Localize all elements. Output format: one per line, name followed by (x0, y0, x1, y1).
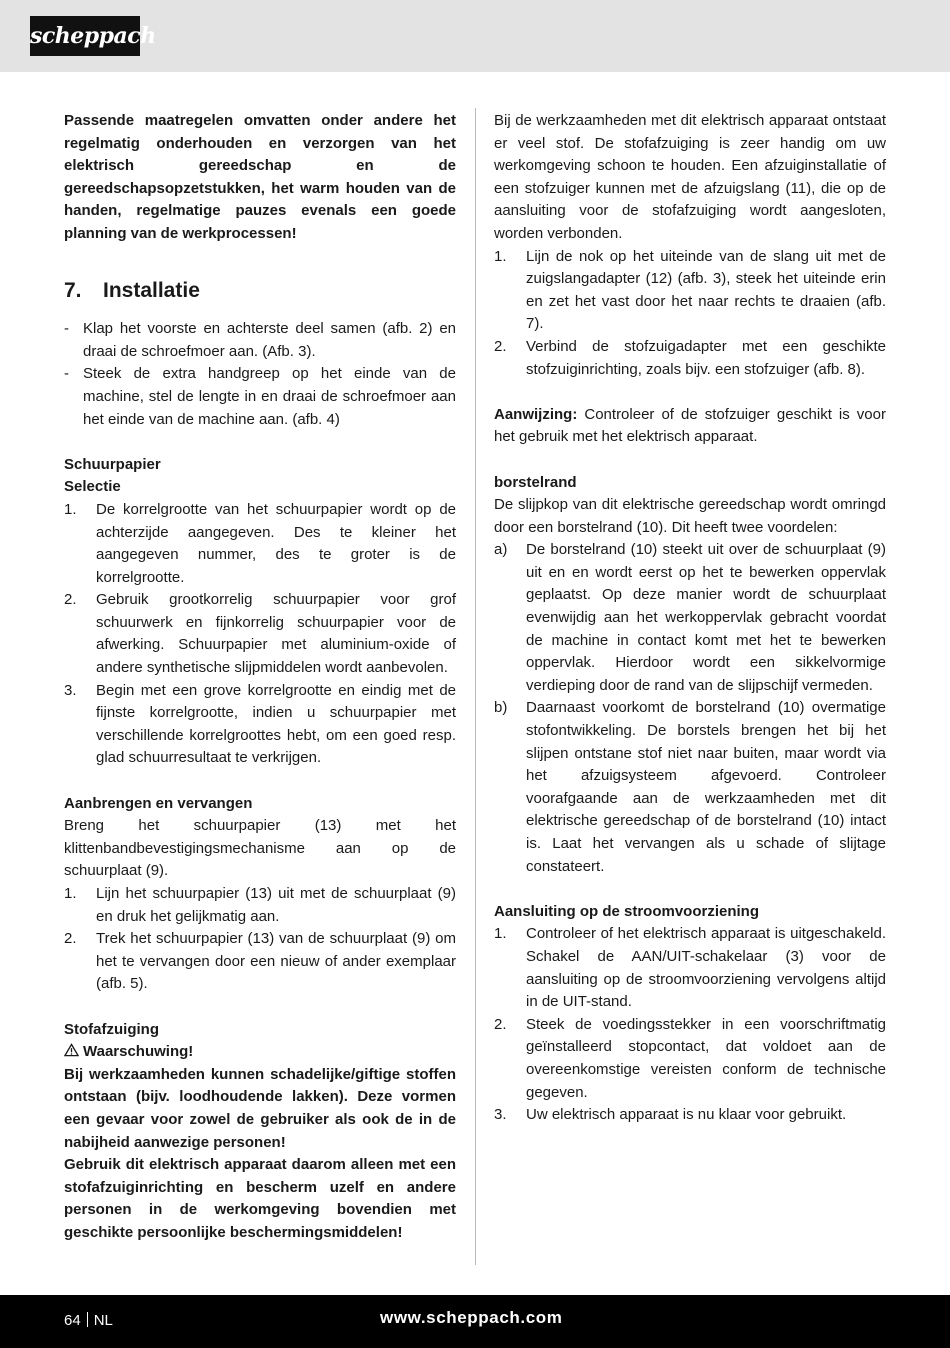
aanbrengen-intro: Breng het schuurpapier (13) met het klittenbandbevestigingsmechanisme aan op de schuurplaat (9). (64, 817, 456, 880)
page-number: 64 NL (64, 1312, 113, 1329)
warning-heading (64, 1041, 456, 1064)
list-item: 3. Uw elektrisch apparaat is nu klaar voor gebruikt. (494, 1106, 847, 1124)
list-item-text: Steek de extra handgreep op het einde van de machine, stel de lengte in en draai de schroefmoer aan het einde van de machine aan. (afb. 4) (83, 365, 456, 428)
list-item: 2. Verbind de stofzuigadapter met een geschikte stofzuiginrichting, zoals bijv. een stofzuiger (afb. 8). (494, 337, 886, 378)
list-item: 1. Lijn de nok op het uiteinde van de slang uit met de zuigslangadapter (12) (afb. 3), steek het uiteinde erin en zet het vast door het naar rechts te draaien (afb. 7). (494, 247, 886, 333)
list-item: 2. Gebruik grootkorrelig schuurpapier voor grof schuurwerk en fijnkorrelig schuurpapier voor de afwerking. Schuurpapier met aluminium-oxide of andere synthetische slijpmiddelen wordt aanbevolen. (64, 591, 456, 677)
subheading-schuurpapier: Schuurpapier (64, 455, 161, 473)
page-footer (0, 1295, 950, 1348)
borstel-intro: De slijpkop van dit elektrische gereedschap wordt omringd door een borstelrand (10). Dit heeft twee voordelen: (494, 496, 886, 536)
column-divider (475, 108, 476, 1265)
subheading-stofafzuiging: Stofafzuiging (64, 1020, 159, 1038)
list-item: 2. Trek het schuurpapier (13) van de schuurplaat (9) om het te vervangen door een nieuw of ander exemplaar (afb. 5). (64, 930, 456, 993)
website-url[interactable]: www.scheppach.com (380, 1308, 563, 1327)
section-number: 7. (64, 279, 82, 303)
list-item-text: Klap het voorste en achterste deel samen (afb. 2) en draai de schroefmoer aan. (Afb. 3). (83, 320, 456, 360)
note-text: Controleer of de stofzuiger geschikt is voor het gebruik met het elektrisch apparaat. (494, 405, 886, 446)
list-item: - Steek de extra handgreep op het einde van de machine, stel de lengte in en draai de schroefmoer aan het einde van de machine aan. (afb. 4) (64, 363, 456, 431)
subheading-borstelrand: borstelrand (494, 473, 577, 491)
left-column (64, 110, 456, 1245)
list-item: 1. De korrelgrootte van het schuurpapier wordt op de achterzijde aangegeven. Des te kleiner het aangegeven nummer, des te groter is de korrelgrootte. (64, 500, 456, 586)
list-item: 2. Steek de voedingsstekker in een voorschriftmatig geïnstalleerd stopcontact, dat voldoet aan de overeenkomstige vereisten conform de technische gegeven. (494, 1015, 886, 1101)
warning-text: Gebruik dit elektrisch apparaat daarom alleen met een stofafzuiginrichting en bescherm uzelf en andere personen in de werkomgeving bovendien met geschikte persoonlijke beschermingsmiddelen! (64, 1156, 456, 1241)
warning-label: Waarschuwing! (83, 1043, 194, 1061)
list-item: b) Daarnaast voorkomt de borstelrand (10) overmatige stofontwikkeling. De borstels brengen het bij het slijpen ontstane stof niet naar buiten, maar wordt via het afzuigsysteem afgevoerd. Controleer voorafgaande aan de werkzaamheden met dit elektrische gereedschap of de borstelrand (10) intact is. Laat het vervangen als u schade of slijtage constateert. (494, 699, 886, 875)
stof-intro: Bij de werkzaamheden met dit elektrisch apparaat ontstaat er veel stof. De stofafzuiging is zeer handig om uw werkomgeving schoon te houden. Een afzuiginstallatie of een stofzuiger kunnen met de afzuigslang (11), die op de aansluiting voor de stofafzuiging wordt aangesloten, worden verbonden. (494, 112, 886, 242)
list-item: 3. Begin met een grove korrelgrootte en eindig met de fijnste korrelgrootte, indien u schuurpapier met verschillende korrelgroottes hebt, om een goed resp. glad schuurresultaat te verkrijgen. (64, 681, 456, 767)
language-code: NL (93, 1312, 113, 1329)
note-paragraph (494, 404, 886, 449)
subheading-aansluiting: Aansluiting op de stroomvoorziening (494, 902, 760, 920)
warning-triangle-icon (64, 1043, 79, 1057)
page-header (0, 0, 950, 72)
section-heading (64, 276, 456, 306)
right-column (494, 110, 886, 1127)
subheading-aanbrengen: Aanbrengen en vervangen (64, 794, 253, 812)
list-item: 1. Controleer of het elektrisch apparaat is uitgeschakeld. Schakel de AAN/UIT-schakelaar (3) voor de aansluiting op de stroomvoorziening vervolgens altijd in de UIT-stand. (494, 925, 886, 1011)
brand-logo: scheppach (30, 16, 140, 56)
note-label: Aanwijzing: (494, 405, 578, 423)
intro-paragraph: Passende maatregelen omvatten onder andere het regelmatig onderhouden en verzorgen van het elektrisch gereedschap en de gereedschapsopzetstukken, het warm houden van de handen, regelmatige pauzes evenals een goede planning van de werkprocessen! (64, 112, 456, 242)
list-item: a) De borstelrand (10) steekt uit over de schuurplaat (9) uit en en wordt eerst op het te bewerken oppervlak geplaatst. Op deze manier wordt de schuurplaat evenwijdig aan het werkoppervlak gebracht voordat de machine in contact komt met het te bewerken oppervlak. Hierdoor wordt een sikkelvormige verdieping door de rand van de slijpschijf vermeden. (494, 541, 886, 694)
subheading-selectie: Selectie (64, 478, 121, 496)
list-item: 1. Lijn het schuurpapier (13) uit met de schuurplaat (9) en druk het gelijkmatig aan. (64, 885, 456, 925)
warning-text: Bij werkzaamheden kunnen schadelijke/giftige stoffen ontstaan (bijv. loodhoudende lakken). Deze vormen een gevaar voor zowel de gebruiker als ook de in de nabijheid aanwezige personen! (64, 1065, 456, 1151)
list-item: - Klap het voorste en achterste deel samen (afb. 2) en draai de schroefmoer aan. (Afb. 3). (64, 318, 456, 363)
section-title: Installatie (103, 279, 200, 303)
